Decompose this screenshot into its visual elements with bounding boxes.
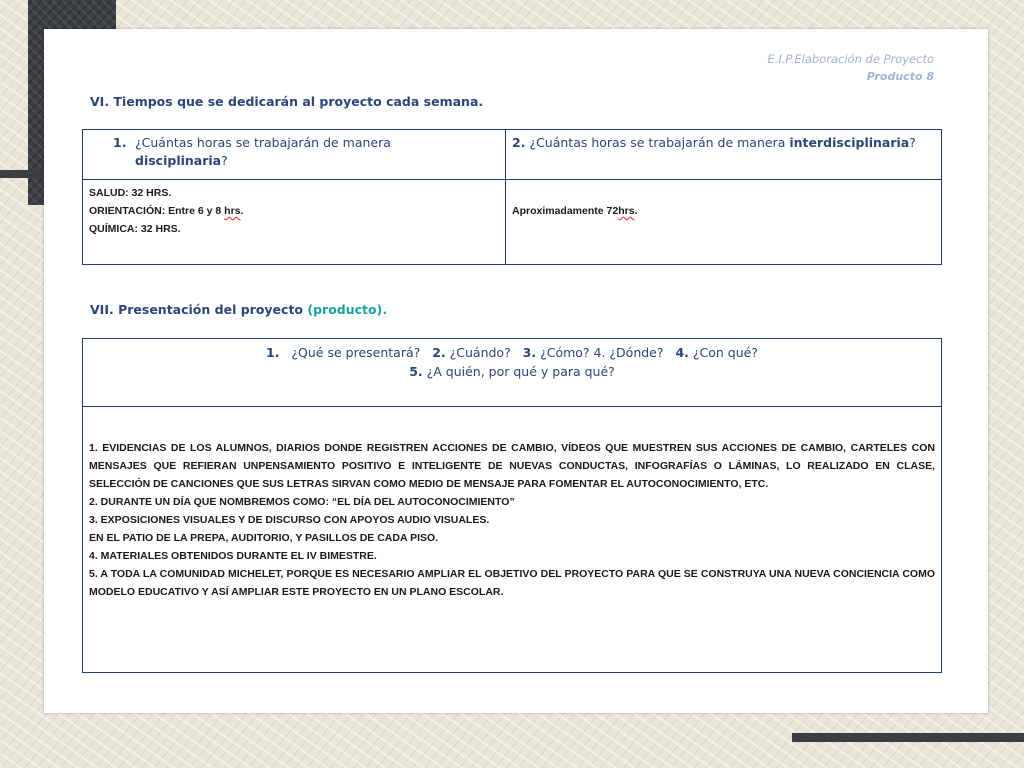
pq-1-text: ¿Qué se presentará? xyxy=(291,345,421,360)
section-7-title-text: VII. Presentación del proyecto xyxy=(90,302,304,317)
decorative-bar-bottom xyxy=(792,733,1024,742)
section-6-title: VI. Tiempos que se dedicarán al proyecto cada semana. xyxy=(90,94,484,109)
presentation-answers-cell xyxy=(83,407,942,673)
answer-orientacion-end: . xyxy=(240,205,244,217)
answer-item-4: 4. MATERIALES OBTENIDOS DURANTE EL IV BIMESTRE. xyxy=(89,550,377,562)
presentation-questions-line1 xyxy=(83,343,941,362)
answer-orientacion-unit: hrs xyxy=(224,205,241,217)
answer-quimica: QUÍMICA: 32 HRS. xyxy=(89,223,181,235)
pq-2-number: 2. xyxy=(432,345,446,360)
question-2-number: 2. xyxy=(512,135,526,150)
pq-5-number: 5. xyxy=(409,364,423,379)
section-7-title-highlight: (producto). xyxy=(307,302,388,317)
pq-4-text: ¿Con qué? xyxy=(692,345,758,360)
decorative-bar-left xyxy=(0,170,45,178)
pq-2-text: ¿Cuándo? xyxy=(449,345,511,360)
pq-5-text: ¿A quién, por qué y para qué? xyxy=(426,364,615,379)
pq-1-number: 1. xyxy=(266,345,280,360)
pq-3-number: 3. xyxy=(522,345,537,360)
header-product-number: Producto 8 xyxy=(866,70,934,83)
answer-item-1: 1. EVIDENCIAS DE LOS ALUMNOS, DIARIOS DONDE REGISTREN ACCIONES DE CAMBIO, VÍDEOS QUE MUESTREN SUS ACCIONES DE CAMBIO, CARTELES CON MENSAJES QUE REFIERAN UNPENSAMIENTO POSITIVO E INTELIGENTE DE NUEVAS CONDUCTAS, INFOGRAFÍAS O LÁMINAS, LO REALIZADO EN CLASE, SELECCIÓN DE CANCIONES QUE SUS LETRAS SIRVAN COMO MEDIO DE MENSAJE PARA FOMENTAR EL AUTOCONOCIMIENTO, ETC. xyxy=(89,442,935,490)
answer-item-3b: EN EL PATIO DE LA PREPA, AUDITORIO, Y PASILLOS DE CADA PISO. xyxy=(89,532,439,544)
answer-salud: SALUD: 32 HRS. xyxy=(89,187,172,199)
answer-item-3: 3. EXPOSICIONES VISUALES Y DE DISCURSO CON APOYOS AUDIO VISUALES. xyxy=(89,514,490,526)
presentation-questions-cell xyxy=(83,339,942,407)
presentation-questions-line2 xyxy=(83,362,941,381)
answer-2-text: Aproximadamente 72 xyxy=(512,205,619,217)
header-project-title: E.I.P.Elaboración de Proyecto xyxy=(767,52,934,66)
question-1-text xyxy=(135,134,391,170)
answer-2-cell xyxy=(506,180,942,265)
question-1-cell xyxy=(83,130,506,180)
presentation-table xyxy=(82,338,942,673)
answer-item-5: 5. A TODA LA COMUNIDAD MICHELET, PORQUE ES NECESARIO AMPLIAR EL OBJETIVO DEL PROYECTO PARA QUE SE CONSTRUYA UNA NUEVA CONCIENCIA COMO MODELO EDUCATIVO Y ASÍ AMPLIAR ESTE PROYECTO EN UN PLANO ESCOLAR. xyxy=(89,568,935,598)
answer-2-end: . xyxy=(634,205,638,217)
answer-2 xyxy=(506,180,941,220)
question-2-cell xyxy=(506,130,942,180)
question-1-keyword: disciplinaria xyxy=(135,153,222,168)
document-page xyxy=(44,29,988,713)
answer-1-cell xyxy=(83,180,506,265)
answer-orientacion-text: ORIENTACIÓN: Entre 6 y 8 xyxy=(89,205,222,217)
answer-2-unit: hrs xyxy=(618,205,635,217)
pq-4-number: 4. xyxy=(675,345,689,360)
pq-3-text: ¿Cómo? 4. ¿Dónde? xyxy=(540,345,664,360)
hours-table xyxy=(82,129,942,265)
question-2-keyword: interdisciplinaria xyxy=(789,135,910,150)
question-1-number: 1. xyxy=(113,135,127,150)
section-7-title xyxy=(90,302,387,317)
question-1-text-a: ¿Cuántas horas se trabajarán de manera xyxy=(135,135,391,150)
question-2-text-a: ¿Cuántas horas se trabajarán de manera xyxy=(529,135,786,150)
answer-orientacion xyxy=(89,202,505,220)
question-2-end: ? xyxy=(909,135,916,150)
question-1-end: ? xyxy=(221,153,228,168)
answer-item-2: 2. DURANTE UN DÍA QUE NOMBREMOS COMO: “EL DÍA DEL AUTOCONOCIMIENTO” xyxy=(89,496,515,508)
